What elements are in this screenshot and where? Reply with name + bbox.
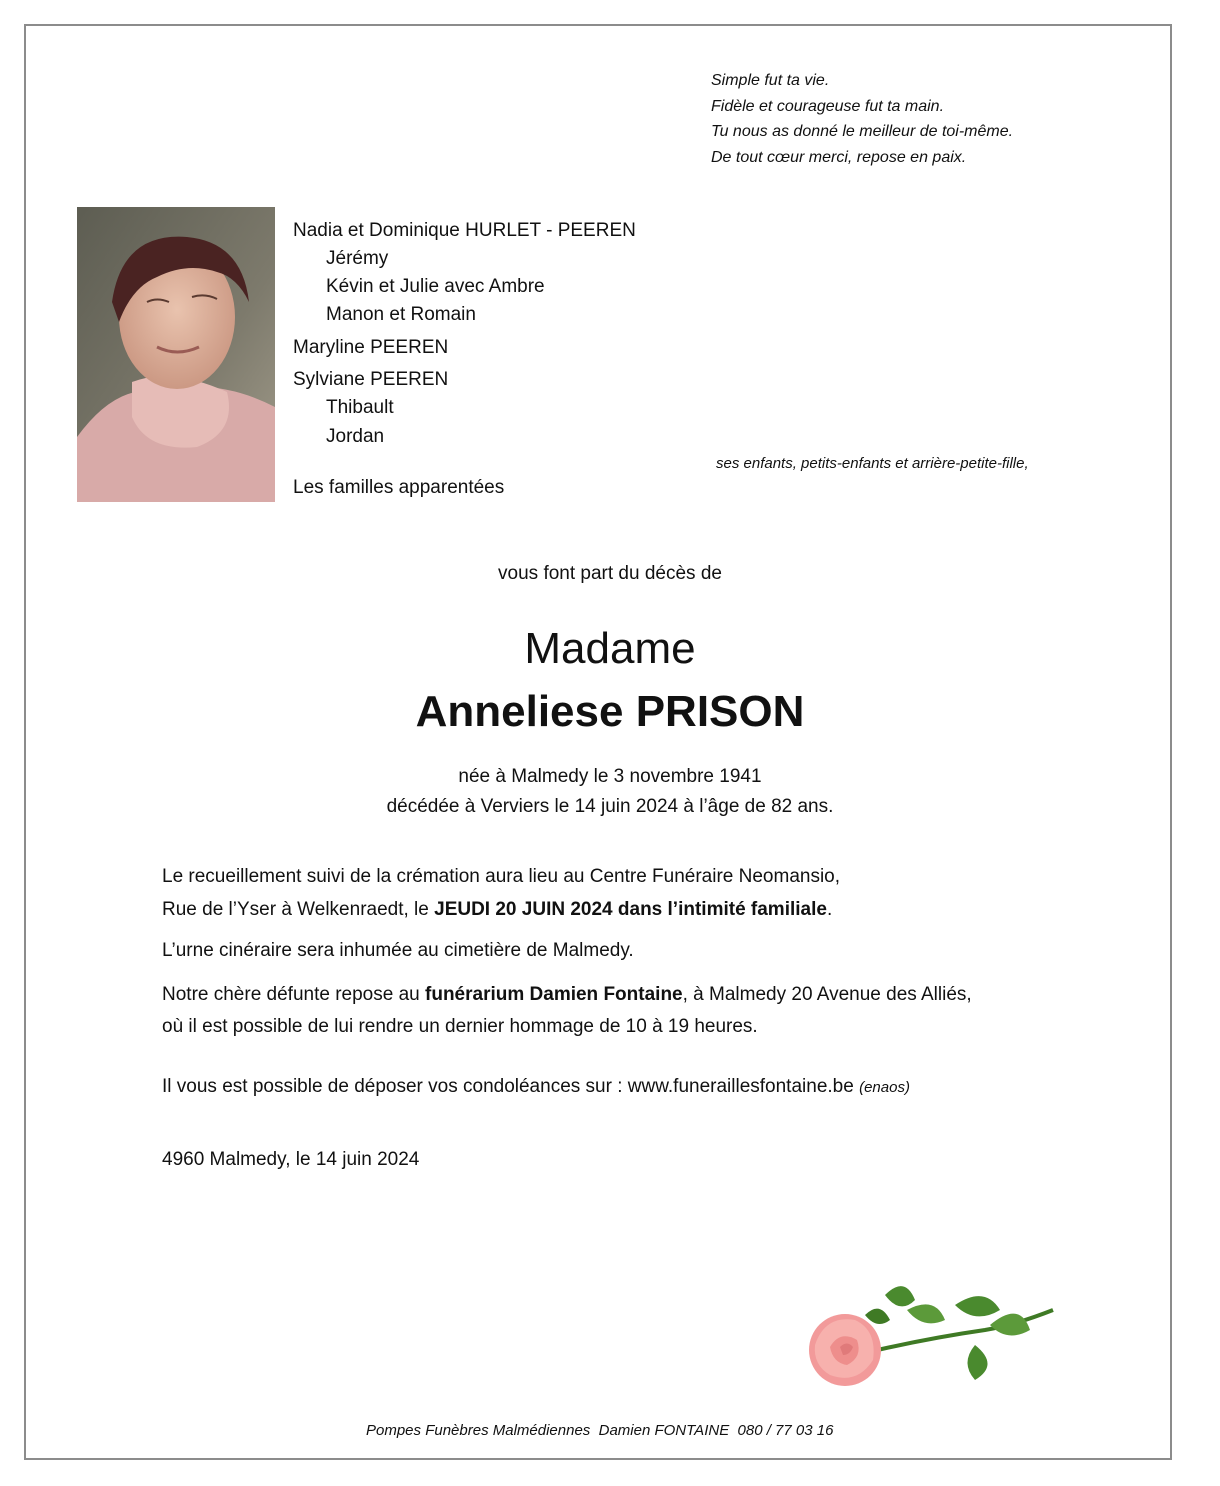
family-member: Jérémy xyxy=(326,248,389,269)
urn-info: L’urne cinéraire sera inhumée au cimetière de Malmedy. xyxy=(162,940,634,961)
funeral-home-footer: Pompes Funèbres Malmédiennes Damien FONTAINE 080 / 77 03 16 xyxy=(366,1422,834,1439)
family-member: Sylviane PEEREN xyxy=(293,369,449,390)
family-member: Manon et Romain xyxy=(326,304,476,325)
family-member: Jordan xyxy=(326,426,385,447)
funerarium-line-1 xyxy=(162,984,972,1006)
funerarium-line-2: où il est possible de lui rendre un dernier hommage de 10 à 19 heures. xyxy=(162,1016,758,1037)
portrait-photo xyxy=(77,207,275,502)
deceased-name: Anneliese PRISON xyxy=(415,687,805,736)
ceremony-text: Rue de l’Yser à Welkenraedt, le xyxy=(162,899,435,920)
family-member: Les familles apparentées xyxy=(293,477,505,498)
ceremony-punct: . xyxy=(826,899,833,920)
ceremony-line-2 xyxy=(162,899,832,921)
family-relation: ses enfants, petits-enfants et arrière-petite-fille, xyxy=(716,455,1029,472)
family-member: Maryline PEEREN xyxy=(293,337,449,358)
place-date: 4960 Malmedy, le 14 juin 2024 xyxy=(162,1149,420,1170)
death-info: décédée à Verviers le 14 juin 2024 à l’âge de 82 ans. xyxy=(386,796,834,817)
poem-line: De tout cœur merci, repose en paix. xyxy=(711,148,967,166)
honorific: Madame xyxy=(524,624,696,673)
ceremony-line-1: Le recueillement suivi de la crémation aura lieu au Centre Funéraire Neomansio, xyxy=(162,866,841,887)
poem-line: Tu nous as donné le meilleur de toi-même. xyxy=(711,123,1014,140)
ceremony-date: JEUDI 20 JUIN 2024 dans l’intimité familiale xyxy=(434,899,827,920)
funerarium-name: funérarium Damien Fontaine xyxy=(425,984,683,1005)
rose-image xyxy=(795,1275,1065,1410)
family-member: Kévin et Julie avec Ambre xyxy=(326,276,545,297)
poem-line: Fidèle et courageuse fut ta main. xyxy=(711,97,945,115)
announcement: vous font part du décès de xyxy=(498,563,722,584)
condolences-text: Il vous est possible de déposer vos condoléances sur : www.funeraillesfontaine.be xyxy=(162,1076,860,1097)
poem-line: Simple fut ta vie. xyxy=(711,72,830,89)
funerarium-text: Notre chère défunte repose au xyxy=(162,984,426,1005)
condolences-note: (enaos) xyxy=(859,1079,910,1096)
birth-info: née à Malmedy le 3 novembre 1941 xyxy=(458,766,762,787)
condolences-line xyxy=(162,1076,910,1098)
family-member: Thibault xyxy=(326,397,394,418)
family-member: Nadia et Dominique HURLET - PEEREN xyxy=(293,220,636,241)
poem xyxy=(711,68,1013,170)
funerarium-address: , à Malmedy 20 Avenue des Alliés, xyxy=(682,984,972,1005)
